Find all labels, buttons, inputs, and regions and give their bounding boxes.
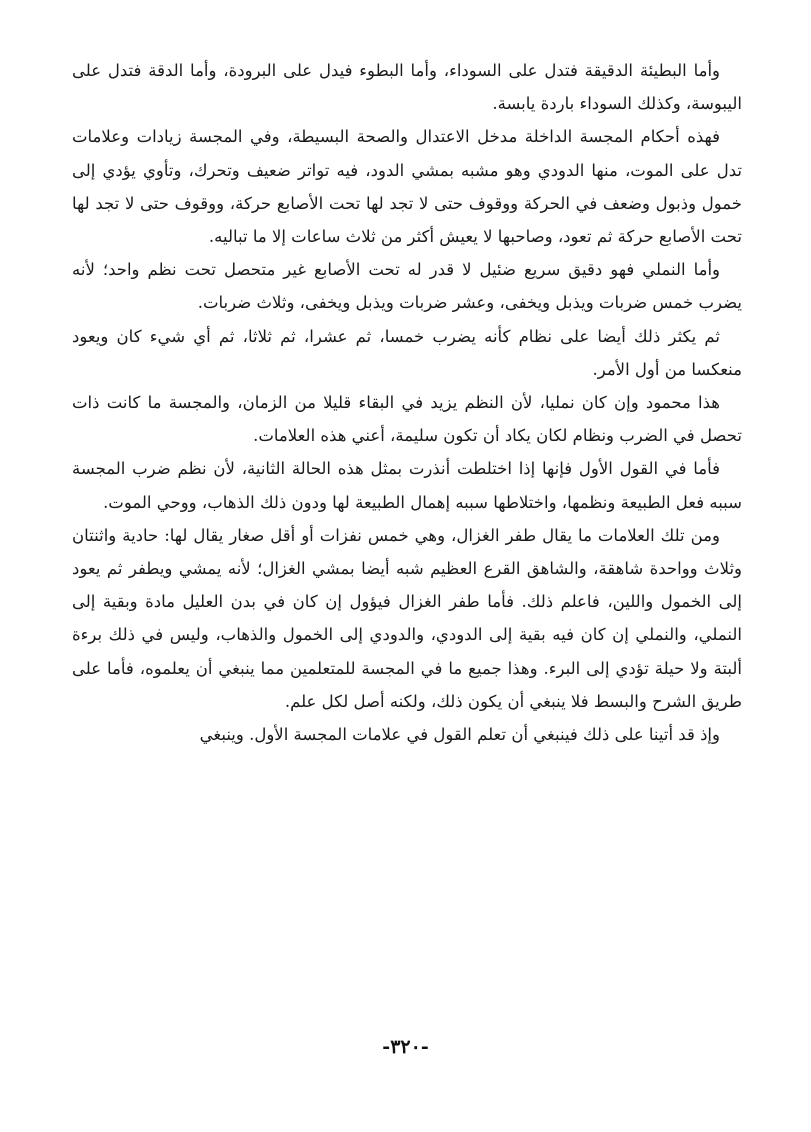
paragraph: هذا محمود وإن كان نمليا، لأن النظم يزيد في البقاء قليلا من الزمان، والمجسة ما كانت ذات تحصل في الضرب ونظام لكان يكاد أن تكون سليمة، أعني هذه العلامات. bbox=[72, 393, 742, 446]
page-number: -٣٢٠- bbox=[382, 1036, 429, 1058]
paragraph: فأما في القول الأول فإنها إذا اختلطت أنذرت بمثل هذه الحالة الثانية، لأن نظم ضرب المجسة سببه فعل الطبيعة ونظمها، واختلاطها سببه إهمال الطبيعة لها ودون ذلك الذهاب، ووحي الموت. bbox=[72, 459, 742, 512]
paragraph: ومن تلك العلامات ما يقال طفر الغزال، وهي خمس نفزات أو أقل صغار يقال لها: حادية واثنتان وثلاث وواحدة شاهقة، والشاهق القرع العظيم شبه أيضا بمشي الغزال؛ لأنه يمشي ويطفر ثم يعود إلى الخمول واللين، فاعلم ذلك. فأما طفر الغزال فيؤول إن كان في بدن العليل مادة وبقية إلى النملي، والنملي إن كان فيه بقية إلى الدودي، والدودي إلى الخمول والذهاب، وليس في ذلك برءة ألبتة ولا حيلة تؤدي إلى البرء. وهذا جميع ما في المجسة للمتعلمين مما ينبغي أن يعلموه، فأما على طريق الشرح والبسط فلا ينبغي أن يكون ذلك، ولكنه أصل لكل علم. bbox=[72, 525, 742, 711]
paragraph: ثم يكثر ذلك أيضا على نظام كأنه يضرب خمسا، ثم عشرا، ثم ثلاثا، ثم أي شيء كان ويعود منعكسا من أول الأمر. bbox=[72, 326, 742, 379]
paragraph: وأما النملي فهو دقيق سريع ضئيل لا قدر له تحت الأصابع غير متحصل تحت نظم واحد؛ لأنه يضرب خمس ضربات ويذبل ويخفى، وعشر ضربات ويذبل ويخفى، وثلاث ضربات. bbox=[72, 260, 742, 313]
paragraph: وإذ قد أتينا على ذلك فينبغي أن تعلم القول في علامات المجسة الأول. وينبغي bbox=[199, 725, 720, 745]
paragraph: فهذه أحكام المجسة الداخلة مدخل الاعتدال والصحة البسيطة، وفي المجسة زيادات وعلامات تدل على الموت، منها الدودي وهو مشبه بمشي الدود، فيه تواتر ضعيف وتحرك، وتأوي يؤدي إلى خمول وذبول وضعف في الحركة ووقوف حتى لا تجد لها تحت الأصابع حركة، ووقوف حتى لا تجد لها تحت الأصابع حركة ثم تعود، وصاحبها لا يعيش أكثر من ثلاث ساعات إلا ما تباليه. bbox=[72, 127, 742, 247]
paragraph: وأما البطيئة الدقيقة فتدل على السوداء، وأما البطوء فيدل على البرودة، وأما الدقة فتدل على اليبوسة، وكذلك السوداء باردة يابسة. bbox=[72, 61, 742, 114]
body-text bbox=[72, 54, 742, 751]
